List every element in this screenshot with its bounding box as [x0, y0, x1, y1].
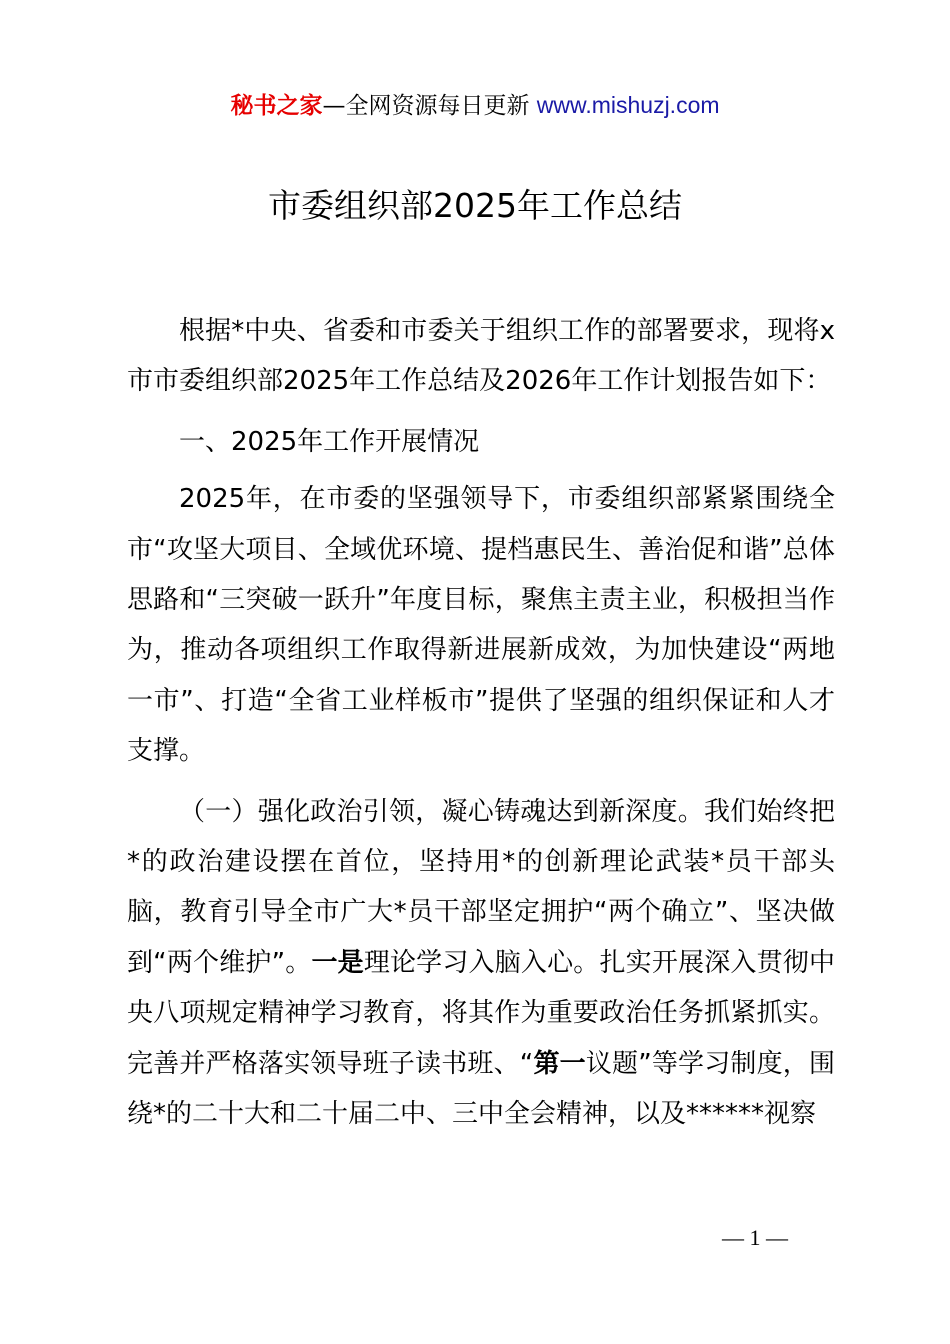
intro-paragraph: 根据*中央、省委和市委关于组织工作的部署要求，现将x市市委组织部2025年工作总结及2026年工作计划报告如下： — [127, 316, 835, 397]
document-title: 市委组织部2025年工作总结 — [268, 186, 682, 225]
site-header — [0, 88, 950, 123]
point-bold: 第一 — [533, 1048, 586, 1079]
section-heading: 一、2025年工作开展情况 — [179, 426, 480, 457]
page-number: — 1 — — [722, 1225, 788, 1250]
document-body — [127, 306, 835, 1140]
site-url-link[interactable]: www.mishuzj.com — [536, 92, 720, 118]
subsection-paragraph — [127, 787, 835, 1140]
header-slogan: —全网资源每日更新 — [322, 93, 537, 119]
brand-name: 秘书之家 — [230, 93, 323, 119]
subsection-lead: （一）强化政治引领，凝心铸魂达到新深度。我们始终把*的政治建设摆在首位，坚持用*的创新理论武装*员干部头脑，教育引导全市广大*员干部坚定拥护“两个确立”、坚决做到“两个维护”。 — [127, 796, 835, 978]
point-label: 一是 — [311, 947, 364, 978]
point-text-2: 议题”等学习制度，围绕*的二十大和二十届二中、三中全会精神，以及******视察 — [127, 1048, 835, 1130]
point-text-1: 理论学习入脑入心。扎实开展深入贯彻中央八项规定精神学习教育，将其作为重要政治任务抓紧抓实。完善并严格落实领导班子读书班、“ — [127, 947, 835, 1079]
overview-paragraph: 2025年，在市委的坚强领导下，市委组织部紧紧围绕全市“攻坚大项目、全域优环境、提档惠民生、善治促和谐”总体思路和“三突破一跃升”年度目标，聚焦主责主业，积极担当作为，推动各项组织工作取得新进展新成效，为加快建设“两地一市”、打造“全省工业样板市”提供了坚强的组织保证和人才支撑。 — [127, 484, 835, 767]
